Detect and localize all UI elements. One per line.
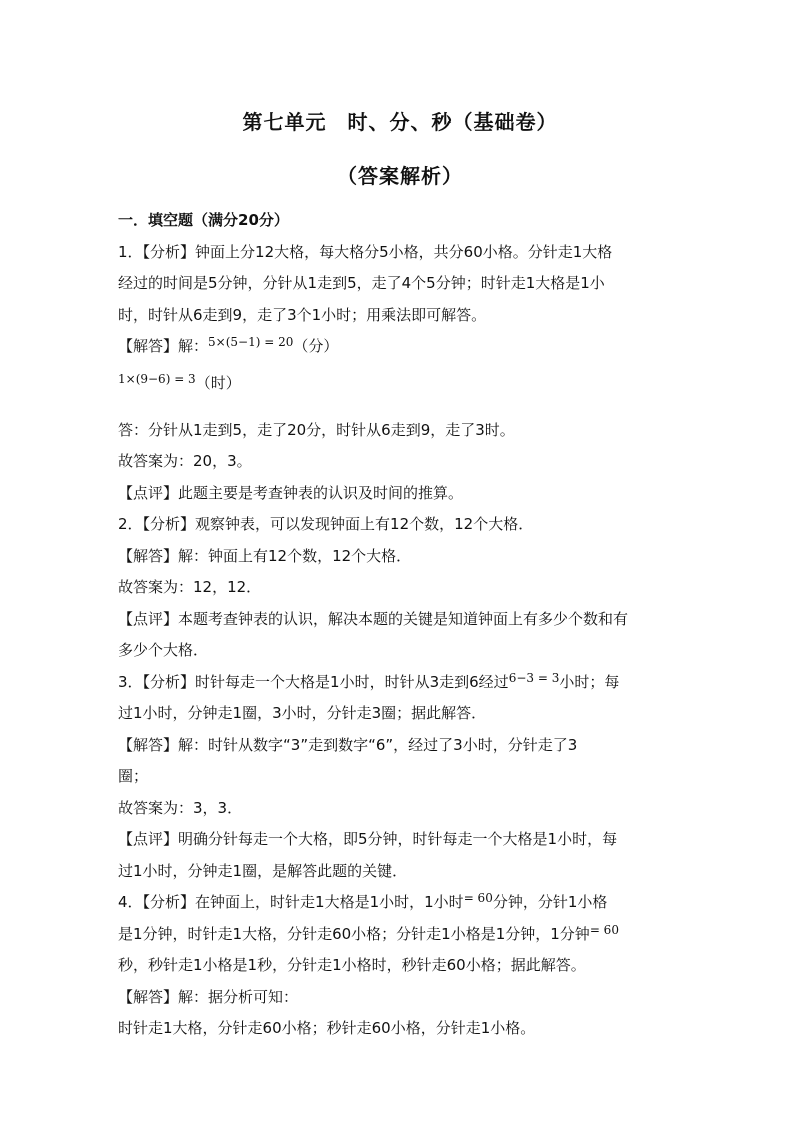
text-line: 秒，秒针走1小格是1秒，分针走1小格时，秒针走60小格；据此解答。 xyxy=(118,956,586,974)
text-line xyxy=(118,363,718,415)
math-expression: = 60 xyxy=(589,922,619,937)
text-line: 故答案为：12，12． xyxy=(118,578,262,596)
text-line: 【点评】本题考查钟表的认识，解决本题的关键是知道钟面上有多少个数和有 xyxy=(118,609,629,628)
text-line: 【解答】解：时针从数字“3”走到数字“6”，经过了3小时，分针走了3 xyxy=(118,735,578,754)
document-body xyxy=(118,205,718,1045)
math-expression: 5×(5−1) = 20 xyxy=(208,335,294,349)
text-line: 过1小时，分钟走1圈，3小时，分针走3圈；据此解答． xyxy=(118,704,487,722)
text-segment: 3．【分析】时针每走一个大格是1小时，时针从3走到6经过 xyxy=(118,672,509,691)
text-line: 过1小时，分钟走1圈，是解答此题的关键． xyxy=(118,861,408,880)
text-line: 答：分针从1走到5，走了20分，时针从6走到9，走了3时。 xyxy=(118,420,515,439)
text-segment: 小时；每 xyxy=(559,672,620,691)
text-segment: （分） xyxy=(293,337,339,355)
text-segment: （时） xyxy=(195,373,241,392)
text-segment: 分钟，分针1小格 xyxy=(492,893,608,911)
text-line xyxy=(118,667,718,699)
document-subtitle: （答案解析） xyxy=(337,164,463,188)
text-line: 【解答】解：据分析可知： xyxy=(118,987,299,1006)
text-line xyxy=(118,887,718,919)
text-line: 时，时针从6走到9，走了3个1小时；用乘法即可解答。 xyxy=(118,305,487,324)
math-expression: 6−3 = 3 xyxy=(508,670,560,685)
text-line: 【点评】此题主要是考查钟表的认识及时间的推算。 xyxy=(118,483,464,502)
text-line: 故答案为：20，3。 xyxy=(118,452,252,470)
text-line: 1．【分析】钟面上分12大格，每大格分5小格，共分60小格。分针走1大格 xyxy=(118,242,613,261)
text-line: 时针走1大格，分针走60小格；秒针走60小格，分针走1小格。 xyxy=(118,1019,536,1037)
section-heading: 一．填空题（满分20分） xyxy=(118,211,289,229)
text-line: 【点评】明确分针每走一个大格，即5分钟，时针每走一个大格是1小时，每 xyxy=(118,830,618,848)
text-line: 故答案为：3，3． xyxy=(118,798,243,817)
text-line: 经过的时间是5分钟，分针从1走到5，走了4个5分钟；时针走1大格是1小 xyxy=(118,274,605,292)
math-expression: 1×(9−6) = 3 xyxy=(118,371,196,386)
text-segment: 4．【分析】在钟面上，时针走1大格是1小时，1小时 xyxy=(118,893,464,911)
document-title: 第七单元 时、分、秒（基础卷） xyxy=(242,110,558,134)
text-line: 多少个大格． xyxy=(118,641,209,659)
text-segment: 是1分钟，时针走1大格，分针走60小格；分针走1小格是1分钟，1分钟 xyxy=(118,924,590,943)
text-line xyxy=(118,919,718,951)
text-line: 圈； xyxy=(118,767,149,785)
text-line: 【解答】解：钟面上有12个数，12个大格． xyxy=(118,546,412,565)
math-expression: = 60 xyxy=(463,891,493,905)
text-line: 2．【分析】观察钟表，可以发现钟面上有12个数，12个大格． xyxy=(118,515,534,533)
text-segment: 【解答】解： xyxy=(118,337,209,355)
text-line xyxy=(118,331,718,363)
